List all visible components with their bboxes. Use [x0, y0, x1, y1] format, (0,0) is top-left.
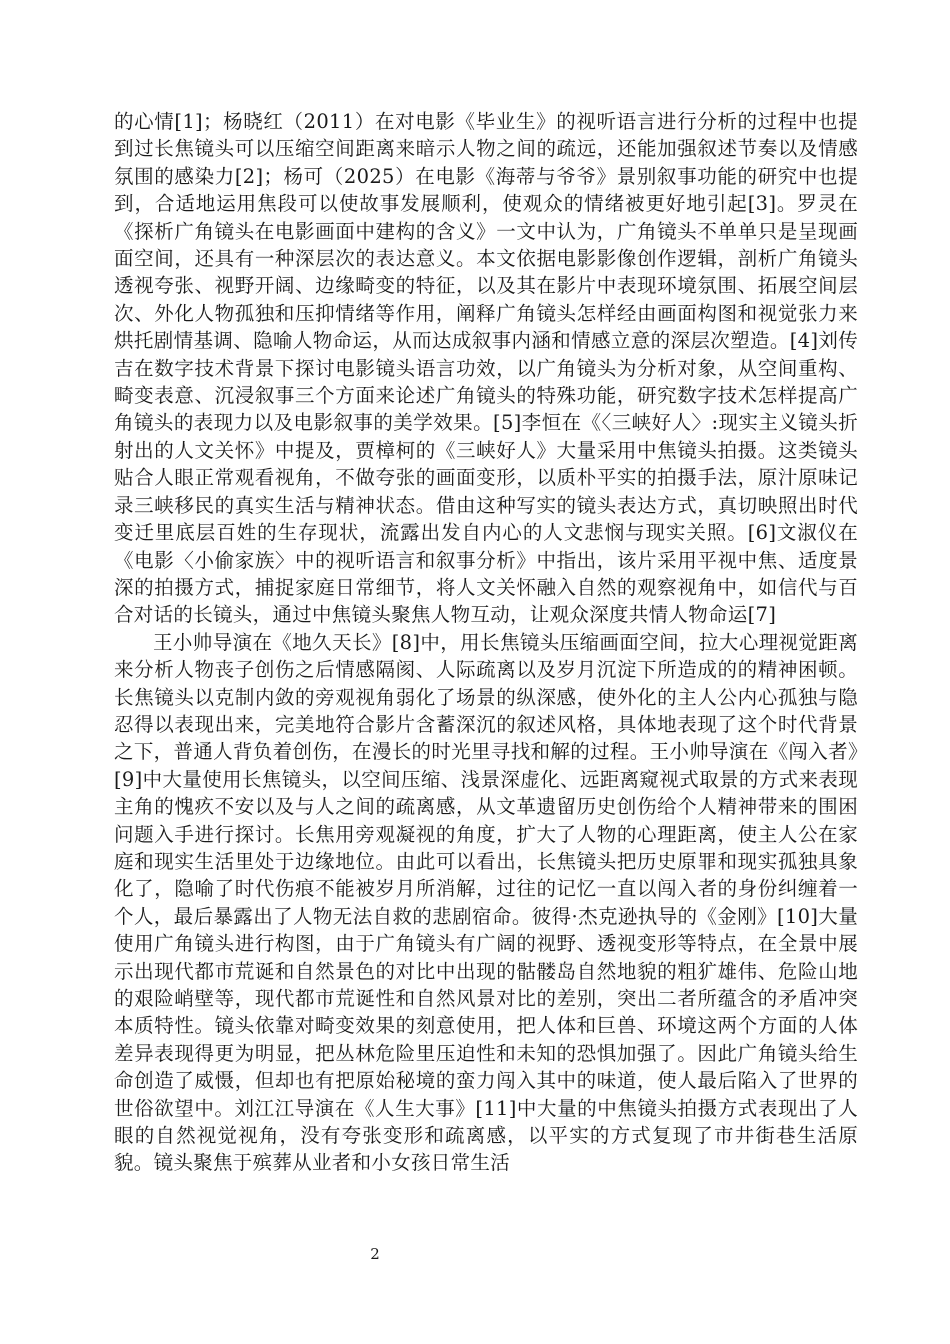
page-number: 2	[370, 1245, 380, 1263]
paragraph-2: 王小帅导演在《地久天长》[8]中，用长焦镜头压缩画面空间，拉大心理视觉距离来分析人物丧子创伤之后情感隔阂、人际疏离以及岁月沉淀下所造成的的精神困顿。长焦镜头以克制内敛的旁观视角弱化了场景的纵深感，使外化的主人公内心孤独与隐忍得以表现出来，完美地符合影片含蓄深沉的叙述风格，具体地表现了这个时代背景之下，普通人背负着创伤，在漫长的时光里寻找和解的过程。王小帅导演在《闯入者》[9]中大量使用长焦镜头，以空间压缩、浅景深虚化、远距离窥视式取景的方式来表现主角的愧疚不安以及与人之间的疏离感，从文革遗留历史创伤给个人精神带来的围困问题入手进行探讨。长焦用旁观凝视的角度，扩大了人物的心理距离，使主人公在家庭和现实生活里处于边缘地位。由此可以看出，长焦镜头把历史原罪和现实孤独具象化了，隐喻了时代伤痕不能被岁月所消解，过往的记忆一直以闯入者的身份纠缠着一个人，最后暴露出了人物无法自救的悲剧宿命。彼得·杰克逊执导的《金刚》[10]大量使用广角镜头进行构图，由于广角镜头有广阔的视野、透视变形等特点，在全景中展示出现代都市荒诞和自然景色的对比中出现的骷髅岛自然地貌的粗犷雄伟、危险山地的艰险峭壁等，现代都市荒诞性和自然风景对比的差别，突出二者所蕴含的矛盾冲突本质特性。镜头依靠对畸变效果的刻意使用，把人体和巨兽、环境这两个方面的人体差异表现得更为明显，把丛林危险里压迫性和未知的恐惧加强了。因此广角镜头给生命创造了威慑，但却也有把原始秘境的蛮力闯入其中的味道，使人最后陷入了世界的世俗欲望中。刘江江导演在《人生大事》[11]中大量的中焦镜头拍摄方式表现出了人眼的自然视觉视角，没有夸张变形和疏离感，以平实的方式复现了市井街巷生活原貌。镜头聚焦于殡葬从业者和小女孩日常生活	[114, 630, 858, 1175]
paragraph-1: 的心情[1]；杨晓红（2011）在对电影《毕业生》的视听语言进行分析的过程中也提到过长焦镜头可以压缩空间距离来暗示人物之间的疏远，还能加强叙述节奏以及情感氛围的感染力[2]；杨可（2025）在电影《海蒂与爷爷》景别叙事功能的研究中也提到，合适地运用焦段可以使故事发展顺利，使观众的情绪被更好地引起[3]。罗灵在《探析广角镜头在电影画面中建构的含义》一文中认为，广角镜头不单单只是呈现画面空间，还具有一种深层次的表达意义。本文依据电影影像创作逻辑，剖析广角镜头透视夸张、视野开阔、边缘畸变的特征，以及其在影片中表现环境氛围、拓展空间层次、外化人物孤独和压抑情绪等作用，阐释广角镜头怎样经由画面构图和视觉张力来烘托剧情基调、隐喻人物命运，从而达成叙事内涵和情感立意的深层次塑造。[4]刘传吉在数字技术背景下探讨电影镜头语言功效，以广角镜头为分析对象，从空间重构、畸变表意、沉浸叙事三个方面来论述广角镜头的特殊功能，研究数字技术怎样提高广角镜头的表现力以及电影叙事的美学效果。[5]李恒在《〈三峡好人〉:现实主义镜头折射出的人文关怀》中提及，贾樟柯的《三峡好人》大量采用中焦镜头拍摄。这类镜头贴合人眼正常观看视角，不做夸张的画面变形，以质朴平实的拍摄手法，原汁原味记录三峡移民的真实生活与精神状态。借由这种写实的镜头表达方式，真切映照出时代变迁里底层百姓的生存现状，流露出发自内心的人文悲悯与现实关照。[6]文淑仪在《电影〈小偷家族〉中的视听语言和叙事分析》中指出，该片采用平视中焦、适度景深的拍摄方式，捕捉家庭日常细节，将人文关怀融入自然的观察视角中，如信代与百合对话的长镜头，通过中焦镜头聚焦人物互动，让观众深度共情人物命运[7]	[114, 110, 858, 627]
document-body	[114, 108, 858, 1177]
